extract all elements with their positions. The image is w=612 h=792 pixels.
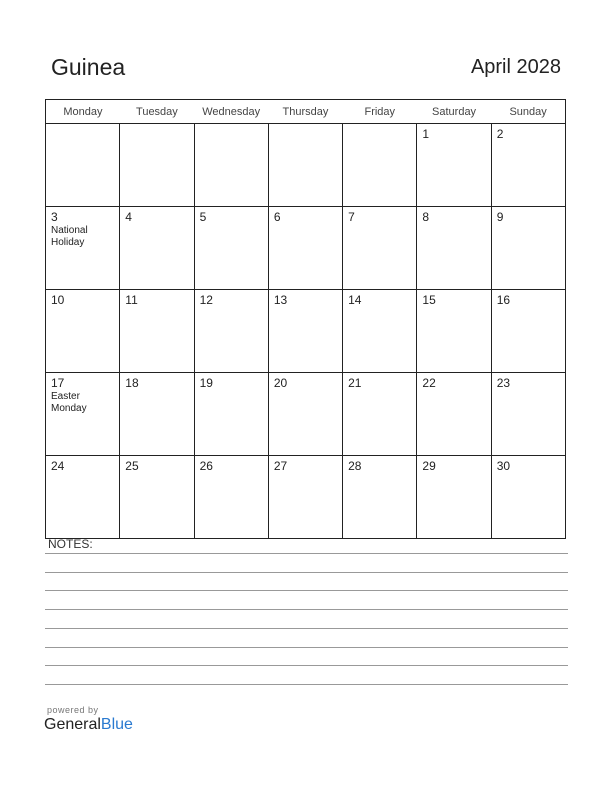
- week-row: [46, 456, 566, 539]
- day-cell: [194, 207, 268, 290]
- day-number: 18: [125, 376, 139, 390]
- day-number: 4: [125, 210, 132, 224]
- day-number: 9: [496, 210, 504, 224]
- day-number: 3: [51, 210, 58, 224]
- day-number: 25: [125, 459, 139, 473]
- day-cell: [120, 207, 194, 290]
- day-cell: [417, 207, 491, 290]
- week-row: [46, 124, 566, 207]
- month-year-title: April 2028: [470, 56, 561, 78]
- day-cell: [194, 456, 268, 539]
- day-cell: [120, 290, 194, 373]
- notes-label: NOTES:: [48, 537, 93, 551]
- weekday-wednesday: Wednesday: [194, 100, 268, 124]
- day-cell: [268, 456, 342, 539]
- day-cell: [417, 290, 491, 373]
- day-cell: [46, 124, 120, 207]
- day-number: 7: [348, 210, 355, 224]
- week-row: [46, 207, 566, 290]
- calendar-grid: [45, 99, 566, 539]
- day-number: 14: [348, 293, 362, 307]
- day-cell: [46, 290, 120, 373]
- day-cell: [343, 456, 417, 539]
- day-number: 15: [422, 293, 436, 307]
- day-cell: [343, 290, 417, 373]
- day-cell: [46, 456, 120, 539]
- day-cell: [120, 373, 194, 456]
- day-number: 6: [273, 210, 281, 224]
- day-cell: [46, 373, 120, 456]
- week-row: [46, 290, 566, 373]
- day-number: 19: [199, 376, 213, 390]
- day-cell: [343, 124, 417, 207]
- note-line: [45, 590, 568, 591]
- day-number: 13: [273, 293, 288, 307]
- day-number: 2: [496, 127, 504, 141]
- day-number: 5: [199, 210, 207, 224]
- day-cell: [491, 456, 565, 539]
- day-cell: [491, 207, 565, 290]
- weekday-saturday: Saturday: [417, 100, 491, 124]
- day-number: 29: [422, 459, 436, 473]
- day-cell: [491, 290, 565, 373]
- holiday-label: Easter Monday: [51, 391, 87, 414]
- note-line: [45, 665, 568, 666]
- day-cell: [194, 373, 268, 456]
- day-cell: [417, 373, 491, 456]
- brand-blue: Blue: [100, 716, 133, 733]
- day-number: 16: [496, 293, 511, 307]
- note-line: [45, 647, 568, 648]
- country-title: Guinea: [51, 54, 126, 80]
- day-number: 8: [422, 210, 430, 224]
- day-number: 28: [348, 459, 362, 473]
- day-number: 26: [199, 459, 213, 473]
- day-number: 30: [496, 459, 511, 473]
- note-line: [45, 572, 568, 573]
- day-cell: [268, 290, 342, 373]
- day-cell: [194, 290, 268, 373]
- weekday-thursday: Thursday: [268, 100, 342, 124]
- day-cell: [120, 456, 194, 539]
- day-number: 10: [51, 293, 65, 307]
- generalblue-logo: [44, 705, 133, 734]
- day-number: 24: [51, 459, 65, 473]
- weekday-tuesday: Tuesday: [120, 100, 194, 124]
- weekday-sunday: Sunday: [491, 100, 565, 124]
- weekday-header-row: [46, 100, 566, 124]
- day-cell: [343, 373, 417, 456]
- day-cell: [417, 456, 491, 539]
- day-cell: [268, 124, 342, 207]
- day-cell: [417, 124, 491, 207]
- day-cell: [268, 207, 342, 290]
- note-line: [45, 628, 568, 629]
- note-line: [45, 609, 568, 610]
- day-number: 17: [51, 376, 65, 390]
- weekday-monday: Monday: [46, 100, 120, 124]
- day-number: 22: [422, 376, 436, 390]
- brand-name: [44, 716, 133, 734]
- day-number: 1: [422, 127, 430, 141]
- day-cell: [491, 373, 565, 456]
- day-cell: [46, 207, 120, 290]
- powered-by-text: powered by: [47, 705, 99, 715]
- weekday-friday: Friday: [343, 100, 417, 124]
- day-number: 27: [273, 459, 288, 473]
- note-line: [45, 684, 568, 685]
- day-cell: [268, 373, 342, 456]
- day-cell: [194, 124, 268, 207]
- week-row: [46, 373, 566, 456]
- day-cell: [120, 124, 194, 207]
- day-cell: [491, 124, 565, 207]
- day-number: 23: [496, 376, 511, 390]
- brand-general: General: [44, 716, 101, 733]
- day-number: 21: [348, 376, 362, 390]
- day-number: 20: [273, 376, 288, 390]
- day-number: 12: [199, 293, 213, 307]
- day-cell: [343, 207, 417, 290]
- day-number: 11: [125, 293, 138, 307]
- note-line: [45, 553, 568, 554]
- holiday-label: National Holiday: [51, 225, 88, 248]
